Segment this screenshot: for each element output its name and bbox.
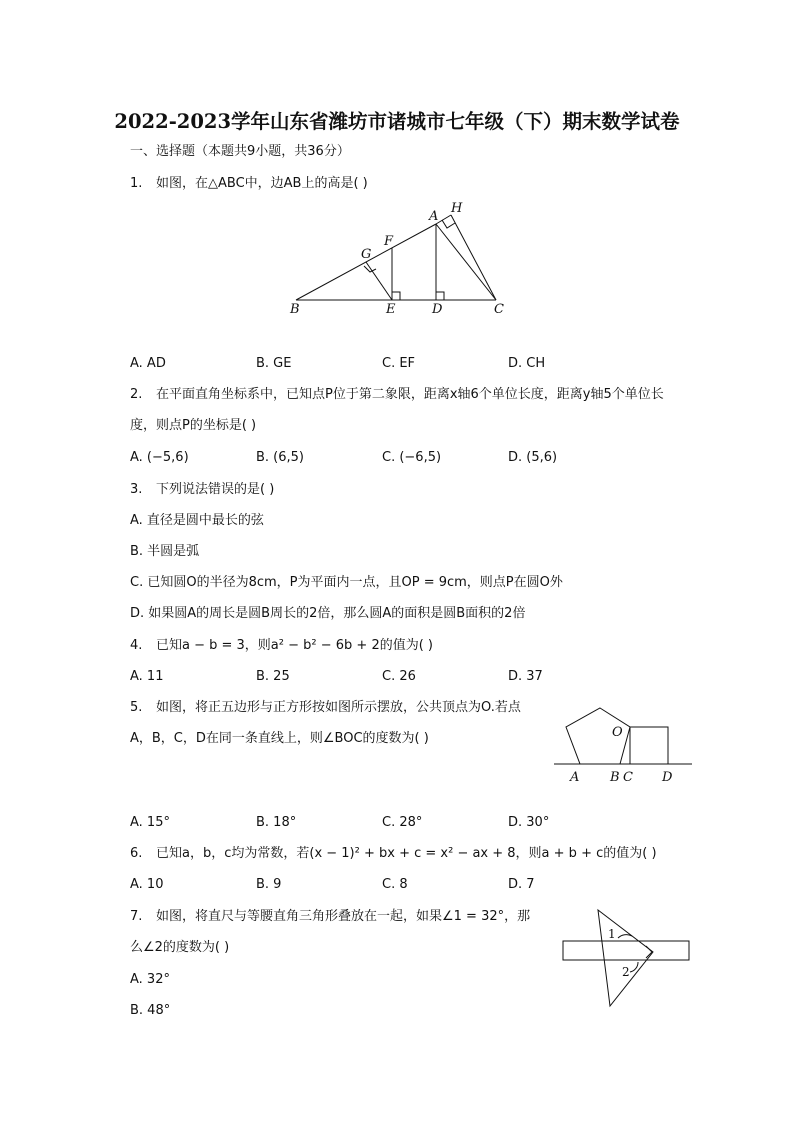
question-text-line-2: 度，则点P的坐标是( ) xyxy=(130,418,257,433)
label-D: D xyxy=(662,770,673,785)
label-F: F xyxy=(384,234,394,249)
question-text: 已知a − b = 3，则a² − b² − 6b + 2的值为( ) xyxy=(156,638,433,653)
option-d[interactable]: D. 7 xyxy=(508,877,535,892)
option-a[interactable]: A. (−5,6) xyxy=(130,450,189,465)
option-c[interactable]: C. 26 xyxy=(382,669,416,684)
option-a[interactable]: A. AD xyxy=(130,356,166,371)
option-a[interactable]: A. 11 xyxy=(130,669,164,684)
label-B: B xyxy=(610,770,620,785)
option-c[interactable]: C. 28° xyxy=(382,815,423,830)
option-d[interactable]: D. CH xyxy=(508,356,546,371)
option-a[interactable]: A. 32° xyxy=(130,972,170,987)
question-text-line-2: A，B，C，D在同一条直线上，则∠BOC的度数为( ) xyxy=(130,731,429,746)
page-title: 2022-2023学年山东省潍坊市诸城市七年级（下）期末数学试卷 xyxy=(114,110,680,133)
label-O: O xyxy=(612,725,623,740)
label-E: E xyxy=(386,302,396,317)
option-b[interactable]: B. GE xyxy=(256,356,292,371)
option-b[interactable]: B. 半圆是弧 xyxy=(130,544,200,559)
option-b[interactable]: B. 25 xyxy=(256,669,290,684)
question-number: 6. xyxy=(130,846,143,861)
option-c[interactable]: C. EF xyxy=(382,356,416,371)
option-c[interactable]: C. (−6,5) xyxy=(382,450,442,465)
question-text: 如图，在△ABC中，边AB上的高是( ) xyxy=(156,176,368,191)
label-H: H xyxy=(451,201,463,216)
label-C: C xyxy=(623,770,633,785)
angle-1-label: 1 xyxy=(608,927,616,941)
question-text-line-2: 么∠2的度数为( ) xyxy=(130,940,230,955)
option-d[interactable]: D. 如果圆A的周长是圆B周长的2倍，那么圆A的面积是圆B面积的2倍 xyxy=(130,606,526,621)
option-a[interactable]: A. 直径是圆中最长的弦 xyxy=(130,513,264,528)
option-d[interactable]: D. 30° xyxy=(508,815,550,830)
option-a[interactable]: A. 10 xyxy=(130,877,164,892)
option-b[interactable]: B. 9 xyxy=(256,877,282,892)
label-G: G xyxy=(361,247,372,262)
label-D: D xyxy=(432,302,443,317)
ruler-triangle-figure xyxy=(560,906,694,1010)
option-c[interactable]: C. 8 xyxy=(382,877,408,892)
question-number: 1. xyxy=(130,176,143,191)
question-number: 3. xyxy=(130,482,143,497)
section-heading: 一、选择题（本题共9小题，共36分） xyxy=(130,144,350,159)
label-B: B xyxy=(290,302,300,317)
option-b[interactable]: B. 48° xyxy=(130,1003,171,1018)
question-text: 下列说法错误的是( ) xyxy=(156,482,275,497)
option-c[interactable]: C. 已知圆O的半径为8cm，P为平面内一点，且OP = 9cm，则点P在圆O外 xyxy=(130,575,563,590)
option-d[interactable]: D. (5,6) xyxy=(508,450,558,465)
pentagon-square-figure xyxy=(552,700,694,786)
label-C: C xyxy=(494,302,504,317)
option-a[interactable]: A. 15° xyxy=(130,815,170,830)
triangle-figure xyxy=(284,198,514,318)
question-number: 5. xyxy=(130,700,143,715)
question-text: 在平面直角坐标系中，已知点P位于第二象限，距离x轴6个单位长度，距离y轴5个单位长 xyxy=(156,387,664,402)
question-text: 如图，将正五边形与正方形按如图所示摆放，公共顶点为O.若点 xyxy=(156,700,521,715)
question-number: 7. xyxy=(130,909,143,924)
label-A: A xyxy=(429,209,439,224)
angle-2-label: 2 xyxy=(622,965,630,979)
option-b[interactable]: B. 18° xyxy=(256,815,297,830)
label-A: A xyxy=(570,770,580,785)
option-d[interactable]: D. 37 xyxy=(508,669,543,684)
option-b[interactable]: B. (6,5) xyxy=(256,450,305,465)
question-text: 已知a，b，c均为常数，若(x − 1)² + bx + c = x² − ax + 8，则a + b + c的值为( ) xyxy=(156,846,657,861)
question-number: 2. xyxy=(130,387,143,402)
question-number: 4. xyxy=(130,638,143,653)
question-text: 如图，将直尺与等腰直角三角形叠放在一起，如果∠1 = 32°，那 xyxy=(156,909,531,924)
